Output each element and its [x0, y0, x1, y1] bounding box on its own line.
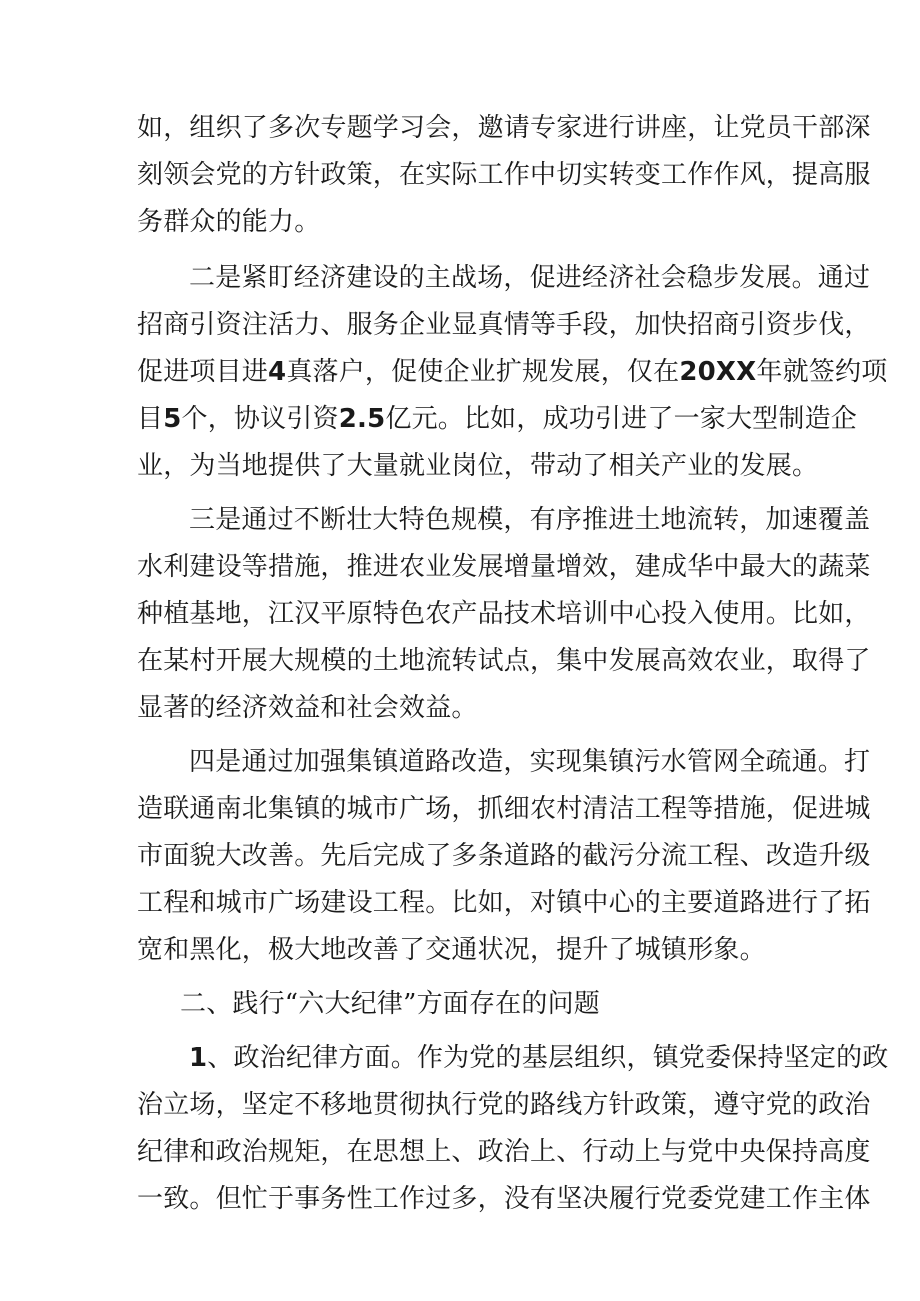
section-heading: 二、践行“六大纪律”方面存在的问题 — [180, 989, 600, 1019]
text-line: 宽和黑化，极大地改善了交通状况，提升了城镇形象。 — [137, 935, 766, 965]
text-line: 四是通过加强集镇道路改造，实现集镇污水管网全疏通。打 — [189, 747, 871, 777]
text-line: 刻领会党的方针政策，在实际工作中切实转变工作作风，提高服 — [137, 160, 871, 190]
text-segment: 年就签约项 — [756, 357, 888, 387]
text-line: 业，为当地提供了大量就业岗位，带动了相关产业的发展。 — [137, 451, 819, 481]
text-line — [189, 1038, 889, 1078]
item-number: 1 — [189, 1043, 208, 1073]
text-segment: 促进项目进 — [137, 357, 269, 387]
text-line: 造联通南北集镇的城市广场，抓细农村清洁工程等措施，促进城 — [137, 794, 871, 824]
text-line: 三是通过不断壮大特色规模，有序推进土地流转，加速覆盖 — [189, 505, 871, 535]
text-line: 务群众的能力。 — [137, 207, 321, 237]
number-highlight: 4 — [268, 357, 287, 387]
text-line — [137, 352, 887, 392]
text-line: 治立场，坚定不移地贯彻执行党的路线方针政策，遵守党的政治 — [137, 1090, 871, 1120]
text-line: 二是紧盯经济建设的主战场，促进经济社会稳步发展。通过 — [189, 263, 871, 293]
text-line: 市面貌大改善。先后完成了多条道路的截污分流工程、改造升级 — [137, 841, 871, 871]
number-highlight: 5 — [163, 404, 182, 434]
text-segment: 目 — [137, 404, 164, 434]
text-line: 种植基地，江汉平原特色农产品技术培训中心投入使用。比如， — [137, 599, 871, 629]
text-line: 水利建设等措施，推进农业发展增量增效，建成华中最大的蔬菜 — [137, 552, 871, 582]
text-line: 显著的经济效益和社会效益。 — [137, 693, 478, 723]
year-highlight: 20XX — [679, 357, 757, 387]
text-segment: 个，协议引资 — [181, 404, 339, 434]
text-line — [137, 399, 857, 439]
text-segment: 真落户，促使企业扩规发展，仅在 — [286, 357, 680, 387]
text-line: 在某村开展大规模的土地流转试点，集中发展高效农业，取得了 — [137, 646, 871, 676]
text-line: 工程和城市广场建设工程。比如，对镇中心的主要道路进行了拓 — [137, 888, 871, 918]
text-line: 一致。但忙于事务性工作过多，没有坚决履行党委党建工作主体 — [137, 1184, 871, 1214]
text-segment: 亿元。比如，成功引进了一家大型制造企 — [385, 404, 857, 434]
text-line: 如，组织了多次专题学习会，邀请专家进行讲座，让党员干部深 — [137, 113, 871, 143]
text-segment: 、政治纪律方面。作为党的基层组织，镇党委保持坚定的政 — [207, 1043, 889, 1073]
text-line: 纪律和政治规矩，在思想上、政治上、行动上与党中央保持高度 — [137, 1137, 871, 1167]
number-highlight: 2.5 — [338, 404, 386, 434]
text-line: 招商引资注活力、服务企业显真情等手段，加快招商引资步伐， — [137, 310, 871, 340]
